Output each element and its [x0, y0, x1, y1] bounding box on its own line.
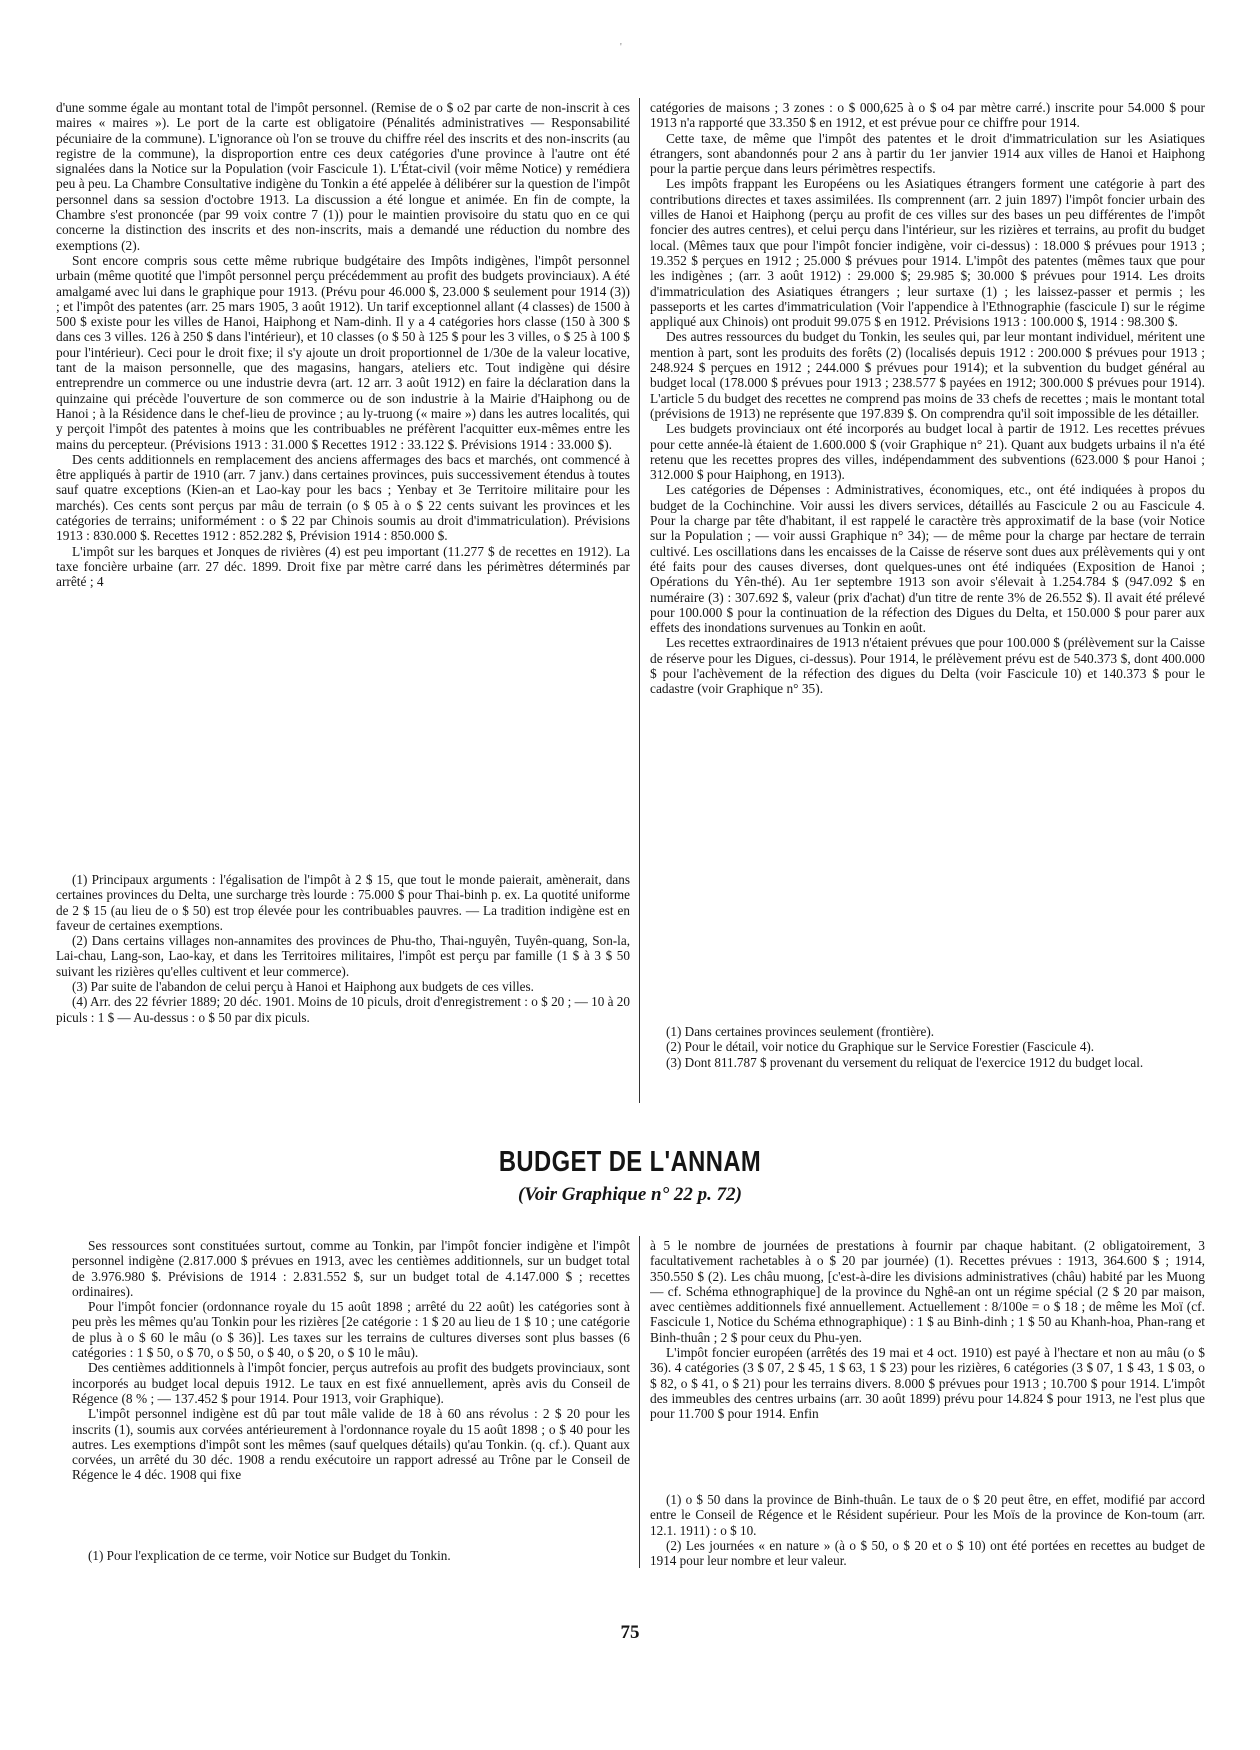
paragraph: d'une somme égale au montant total de l'impôt personnel. (Remise de o $ o2 par carte de non-inscrit à ces maires « maires »). Le port de la carte est obligatoire (Pénalités administratives — Responsabilité pécuniaire de la commune). L'ignorance où l'on se trouve du chiffre réel des inscrits et des non-inscrits (au registre de la commune), la disproportion entre ces deux catégories d'une province à l'autre ont été signalées dans la Notice sur la Population (voir Fascicule 1). L'État-civil (voir même Notice) y remédiera peu à peu. La Chambre Consultative indigène du Tonkin a été appelée à délibérer sur la question de l'impôt personnel dans sa session d'octobre 1913. La discussion a été longue et animée. En fin de compte, la Chambre s'est prononcée (par 99 voix contre 7 (1)) pour le maintien provisoire du statu quo en ce qui concerne la distinction des inscrits et des non-inscrits, mais a demandé une réduction du nombre des exemptions (2). [56, 100, 630, 253]
footnote: (2) Pour le détail, voir notice du Graphique sur le Service Forestier (Fascicule 4). [666, 1039, 1095, 1055]
paragraph: à 5 le nombre de journées de prestations à fournir par chaque habitant. (2 obligatoirement, 3 facultativement rachetables à o $ 20 par journée) (1). Recettes prévues : 1913, 364.600 $ ; 1914, 350.550 $ (2). Les châu muong, [c'est-à-dire les divisions administratives (châu) habité par les Muong — cf. Schéma ethnographique] de la province du Nghê-an ont un régime spécial (2 $ 20 par maison, avec centièmes additionnels fixé annuellement. Actuellement : 8/100e = o $ 18 ; de même les Moï (cf. Fascicule 1, Notice du Schéma ethnographique) : 1 $ au Binh-dinh ; 1 $ 50 au Khanh-hoa, Phan-rang et Binh-thuân ; 2 $ pour ceux du Phu-yen. [650, 1238, 1205, 1345]
paragraph: Ses ressources sont constituées surtout, comme au Tonkin, par l'impôt foncier indigène et l'impôt personnel indigène (2.817.000 $ prévues en 1913, avec les centièmes additionnels, sur un budget total de 3.976.980 $. Prévisions de 1914 : 2.831.552 $, sur un budget total de 4.147.000 $ ; recettes ordinaires). [72, 1238, 630, 1299]
column-3-body [72, 1238, 630, 1538]
footnote: (3) Par suite de l'abandon de celui perçu à Hanoi et Haiphong aux budgets de ces villes. [72, 979, 534, 995]
section-subtitle: (Voir Graphique n° 22 p. 72) [517, 1184, 743, 1205]
footnote: (3) Dont 811.787 $ provenant du versement du reliquat de l'exercice 1912 du budget local. [666, 1054, 1144, 1070]
paragraph: L'impôt sur les barques et Jonques de rivières (4) est peu important (11.277 $ de recettes en 1912). La taxe foncière urbaine (arr. 27 déc. 1899. Droit fixe par mètre carré dans les périmètres déterminés par arrêté ; 4 [56, 543, 630, 590]
paragraph: Cette taxe, de même que l'impôt des patentes et le droit d'immatriculation sur les Asiatiques étrangers, sont abandonnés pour 2 ans à partir du 1er janvier 1914 aux villes de Hanoi et Haiphong pour la partie perçue dans leurs périmètres respectifs. [650, 130, 1205, 177]
column-2-footnotes [650, 1024, 1205, 1114]
column-divider [639, 98, 640, 1103]
paragraph: L'impôt personnel indigène est dû par tout mâle valide de 18 à 60 ans révolus : 2 $ 20 pour les inscrits (1), soumis aux corvées antérieurement à l'ordonnance royale du 15 août 1898 ; o $ 40 pour les autres. Les exemptions d'impôt sont les mêmes (sauf quelques détails) qu'au Tonkin. (q. cf.). Quant aux corvées, un arrêté du 30 déc. 1908 a rendu exécutoire un rapport adressé au Trône par le Conseil de Régence le 4 déc. 1908 qui fixe [72, 1406, 630, 1483]
footnote: (1) o $ 50 dans la province de Binh-thuân. Le taux de o $ 20 peut être, en effet, modifié par accord entre le Conseil de Régence et le Résident supérieur. Pour les Moïs de la province de Kon-toum (arr. 12.1. 1911) : o $ 10. [650, 1492, 1205, 1538]
column-divider [639, 1236, 640, 1568]
column-4-body [650, 1238, 1205, 1483]
paragraph: Les recettes extraordinaires de 1913 n'étaient prévues que pour 100.000 $ (prélèvement sur la Caisse de réserve pour les Digues, ci-dessus). Pour 1914, le prélèvement prévu est de 540.373 $, dont 400.000 $ pour l'achèvement de la réfection des digues du Delta (voir Fascicule 10) et 140.373 $ pour le cadastre (voir Graphique n° 35). [650, 635, 1205, 697]
paragraph: Les budgets provinciaux ont été incorporés au budget local à partir de 1912. Les recettes prévues pour cette année-là étaient de 1.600.000 $ (voir Graphique n° 21). Quant aux budgets urbains il n'a été retenu que les recettes propres des villes, indépendamment des subventions (623.000 $ pour Hanoi ; 312.000 $ pour Haiphong, en 1913). [650, 421, 1205, 483]
paragraph: Pour l'impôt foncier (ordonnance royale du 15 août 1898 ; arrêté du 22 août) les catégories sont à peu près les mêmes qu'au Tonkin pour les rizières [2e catégorie : 1 $ 20 au lieu de 1 $ 10 ; une catégorie de plus à o $ 60 le mâu (o $ 36)]. Les taxes sur les terrains de cultures diverses sont plus basses (6 catégories : 1 $ 50, o $ 70, o $ 50, o $ 40, o $ 20, o $ 10 le mâu). [72, 1299, 630, 1361]
column-1-body [56, 100, 630, 840]
page-mark: ' [620, 42, 622, 53]
column-3-footnotes [72, 1548, 630, 1568]
paragraph: Des autres ressources du budget du Tonkin, les seules qui, par leur montant individuel, méritent une mention à part, sont les produits des forêts (2) (localisés depuis 1912 : 200.000 $ prévues pour 1913 ; 248.924 $ perçues en 1912 ; 244.000 $ prévues pour 1914); et la subvention du budget général au budget local (178.000 $ prévues pour 1913 ; 238.577 $ payées en 1912; 300.000 $ prévues pour 1914). L'article 5 du budget des recettes ne comprend pas moins de 33 chefs de recettes ; mais le montant total (prévisions de 1913) ne représente que 197.839 $. On comprendra qu'il soit impossible de les détailler. [650, 329, 1205, 421]
footnote: (2) Les journées « en nature » (à o $ 50, o $ 20 et o $ 10) ont été portées en recettes au budget de 1914 pour leur nombre et leur valeur. [650, 1537, 1205, 1569]
paragraph: Les impôts frappant les Européens ou les Asiatiques étrangers forment une catégorie à part des contributions directes et taxes assimilées. Ils comprennent (arr. 2 juin 1897) l'impôt foncier urbain des villes de Hanoi et Haiphong (perçu au profit de ces villes sur des bases un peu différentes de l'impôt foncier des autres centres), et celui perçu dans l'intérieur, sur les rizières et terrains, au profit du budget local. (Mêmes taux que pour l'impôt foncier indigène, voir ci-dessus) : 18.000 $ prévues pour 1913 ; 19.352 $ perçues en 1912 ; 25.000 $ prévues pour 1914. L'impôt des patentes (mêmes taux que pour les indigènes ; (arr. 3 août 1912) : 29.000 $; 29.985 $; 30.000 $ prévues pour 1914. Les droits d'immatriculation des Asiatiques étrangers ; leur surtaxe (1) ; les laissez-passer et permis ; les passeports et les cartes d'immatriculation (Voir l'appendice à l'Ethnographie (fascicule I) sur le régime appliqué aux Chinois) ont produit 99.075 $ en 1912. Prévisions 1913 : 100.000 $, 1914 : 98.300 $. [650, 176, 1205, 330]
paragraph: Sont encore compris sous cette même rubrique budgétaire des Impôts indigènes, l'impôt personnel urbain (même quotité que l'impôt personnel perçu précédemment au profit des budgets provinciaux). A été amalgamé avec lui dans le graphique pour 1913. (Prévu pour 46.000 $, 23.000 $ seulement pour 1914 (3)) ; et l'impôt des patentes (arr. 25 mars 1905, 3 août 1912). Un tarif exceptionnel allant (4 classes) de 1500 à 500 $ existe pour les villes de Hanoi, Haiphong et Nam-dinh. Il y a 4 catégories hors classe (150 à 300 $ dans ces 3 villes. 126 à 250 $ dans l'intérieur), et 10 classes (o $ 50 à 125 $ pour les 3 villes, o $ 25 à 100 $ pour l'intérieur). Ceci pour le droit fixe; il s'y ajoute un droit proportionnel de 1/30e de la valeur locative, tant de la maison personnelle, que des magasins, hangars, ateliers etc. Tout indigène qui désire entreprendre un commerce ou une industrie devra (art. 12 arr. 3 août 1912) en faire la déclaration dans la quinzaine qui précède l'ouverture de son commerce ou de son industrie à la Mairie d'Haiphong ou de Hanoi ; à la Résidence dans le chef-lieu de province ; au ly-truong (« maire ») dans les autres localités, qui y perçoit l'impôt des patentes à moins que les contribuables ne préfèrent l'acquitter eux-mêmes entre les mains du percepteur. (Prévisions 1913 : 31.000 $ Recettes 1912 : 33.122 $. Prévisions 1914 : 33.000 $). [56, 252, 630, 452]
column-4-footnotes [650, 1492, 1205, 1572]
section-title: BUDGET DE L'ANNAM [498, 1146, 762, 1178]
column-2-body [650, 100, 1205, 1012]
footnote: (1) Pour l'explication de ce terme, voir Notice sur Budget du Tonkin. [88, 1548, 451, 1563]
paragraph: Les catégories de Dépenses : Administratives, économiques, etc., ont été indiquées à propos du budget de la Cochinchine. Voir aussi les divers services, détaillés au Fascicule 2 ou au Fascicule 4. Pour la charge par tête d'habitant, il est rappelé le caractère très approximatif de la base (voir Notice sur la Population ; — voir aussi Graphique n° 34); — de même pour la charge par hectare de terrain cultivé. Les oscillations dans les encaisses de la Caisse de réserve sont dues aux prélèvements qui y ont été faits pour des causes diverses, dont quelques-unes ont été indiquées (Exposition de Hanoi ; Opérations du Yên-thé). Au 1er septembre 1913 son avoir s'élevait à 1.254.784 $ (947.092 $ en numéraire (3) : 307.692 $, valeur (prix d'achat) d'un titre de rente 3% de 26.552 $). Il avait été prélevé pour 100.000 $ pour la continuation de la réfection des Digues du Delta, et 150.000 $ pour parer aux effets des inondations survenues au Tonkin en août. [650, 482, 1205, 636]
footnote: (2) Dans certains villages non-annamites des provinces de Phu-tho, Thai-nguyên, Tuyên-quang, Son-la, Lai-chau, Lang-son, Lao-kay, et dans les Territoires militaires, l'impôt est perçu par famille (1 $ à 3 $ 50 suivant les rizières qu'elles cultivent et leur commerce). [56, 933, 630, 979]
page-number: 75 [620, 1622, 640, 1643]
paragraph: Des cents additionnels en remplacement des anciens affermages des bacs et marchés, ont commencé à être appliqués à partir de 1910 (arr. 7 janv.) dans certaines provinces, puis successivement étendus à toutes sauf quatre exceptions (Kien-an et Lao-kay pour les bacs ; Yenbay et 3e Territoire militaire pour les marchés). Ces cents sont perçus par mâu de terrain (o $ 05 à o $ 22 cents suivant les provinces et les catégories de terrains; uniformément : o $ 22 par Chinois soumis au droit d'immatriculation). Prévisions 1913 : 830.000 $. Recettes 1912 : 852.282 $, Prévision 1914 : 850.000 $. [56, 451, 630, 544]
footnote: (1) Principaux arguments : l'égalisation de l'impôt à 2 $ 15, que tout le monde paierait, amènerait, dans certaines provinces du Delta, une surcharge très lourde : 75.000 $ pour Thai-binh p. ex. La quotité uniforme de 2 $ 15 (au lieu de o $ 50) est trop élevée pour les contribuables pauvres. — La tradition indigène est en faveur de certaines exemptions. [56, 872, 630, 933]
paragraph: catégories de maisons ; 3 zones : o $ 000,625 à o $ o4 par mètre carré.) inscrite pour 54.000 $ pour 1913 n'a rapporté que 33.350 $ en 1912, et est prévue pour ce chiffre pour 1914. [650, 100, 1205, 131]
footnote: (4) Arr. des 22 février 1889; 20 déc. 1901. Moins de 10 piculs, droit d'enregistrement : o $ 20 ; — 10 à 20 piculs : 1 $ — Au-dessus : o $ 50 par dix piculs. [56, 994, 630, 1025]
footnote: (1) Dans certaines provinces seulement (frontière). [666, 1024, 935, 1039]
column-1-footnotes [56, 872, 630, 1112]
paragraph: Des centièmes additionnels à l'impôt foncier, perçus autrefois au profit des budgets provinciaux, sont incorporés au budget local depuis 1912. Le taux en est fixé annuellement, après avis du Conseil de Régence (8 % ; — 137.452 $ pour 1914. Pour 1913, voir Graphique). [72, 1360, 630, 1406]
paragraph: L'impôt foncier européen (arrêtés des 19 mai et 4 oct. 1910) est payé à l'hectare et non au mâu (o $ 36). 4 catégories (3 $ 07, 2 $ 45, 1 $ 63, 1 $ 23) pour les rizières, 6 catégories (3 $ 07, 1 $ 43, 1 $ 03, o $ 82, o $ 41, o $ 21) pour les terrains divers. 8.000 $ prévues pour 1913 ; 10.700 $ pour 1914. L'impôt des immeubles des centres urbains (arr. 30 août 1899) prévu pour 14.824 $ pour 1913, ne l'est plus que pour 11.700 $ pour 1914. Enfin [650, 1345, 1205, 1422]
